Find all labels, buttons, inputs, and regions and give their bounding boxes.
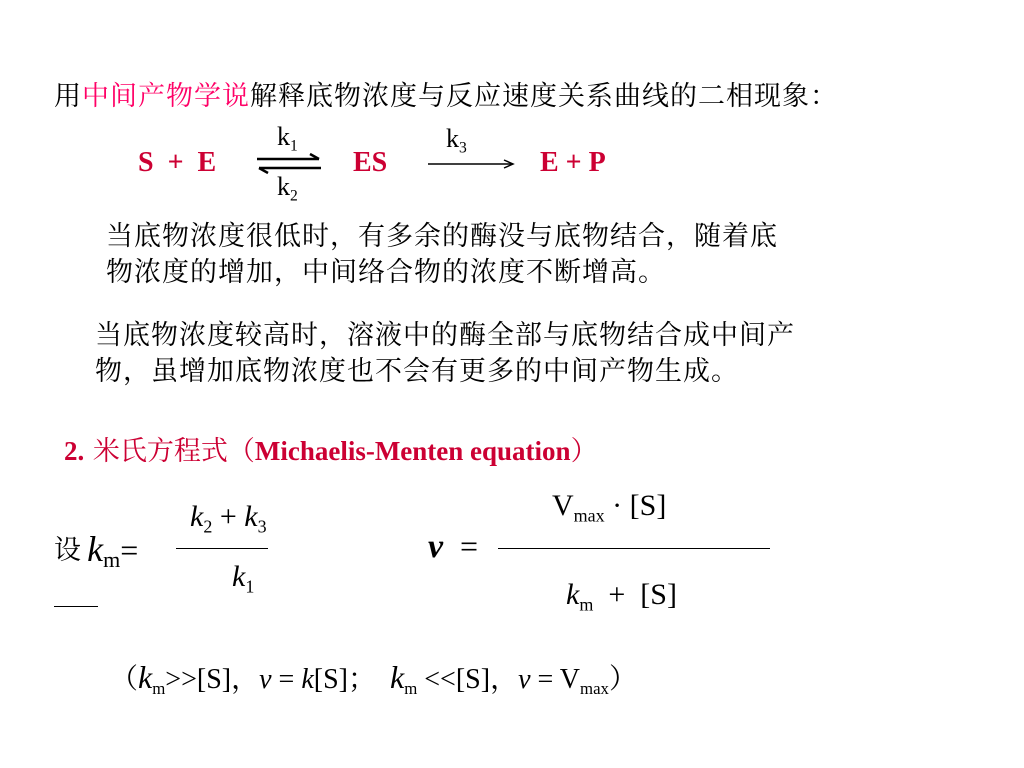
reaction-complex-ES: ES xyxy=(353,147,388,178)
section-title-cn: 米氏方程式（ xyxy=(92,436,255,467)
reaction-E: E xyxy=(197,147,217,178)
km-subscript: m xyxy=(103,547,121,572)
mm-denominator: $k_m + [S]$ xyxy=(566,578,677,615)
km-equals: = xyxy=(120,532,139,568)
mm-fraction-bar xyxy=(498,548,770,549)
mm-numerator: $V_{max} \cdot [S]$ xyxy=(552,489,667,526)
paragraph-low-line2: 物浓度的增加，中间络合物的浓度不断增高。 xyxy=(106,257,666,288)
limiting-conditions: （$k_m>>[S]$，v = k[S]； $k_m <<[S]$，$v = V_{max}$） xyxy=(110,659,637,698)
km-denominator: $k_1$ xyxy=(232,560,255,597)
section-title-en: Michaelis-Menten equation xyxy=(254,436,571,466)
intro-line xyxy=(54,74,838,113)
km-symbol: k xyxy=(87,529,104,569)
rate-constant-k3: $k_3$ xyxy=(446,124,467,157)
section-heading xyxy=(64,429,598,468)
mm-equals: = xyxy=(460,528,479,564)
km-fraction-bar xyxy=(176,548,268,549)
mm-v-symbol: v xyxy=(428,528,444,565)
section-number: 2. xyxy=(64,436,85,466)
km-underline-dash xyxy=(54,606,98,607)
reaction-products: E + P xyxy=(540,147,606,178)
reaction-substrate-enzyme xyxy=(138,147,216,179)
paragraph-low-line1: 当底物浓度很低时，有多余的酶没与底物结合，随着底 xyxy=(106,221,778,252)
section-close: ） xyxy=(570,436,598,467)
intro-highlight: 中间产物学说 xyxy=(82,81,250,112)
paragraph-low-substrate xyxy=(106,219,778,291)
rate-constant-k2: $k_2$ xyxy=(277,172,298,205)
rate-constant-k1: $k_1$ xyxy=(277,122,298,155)
reaction-S: S xyxy=(138,147,154,178)
km-definition xyxy=(54,528,138,570)
reaction-plus: + xyxy=(167,147,184,178)
forward-arrow xyxy=(428,158,516,172)
km-numerator: $k_2 + k_3$ xyxy=(190,500,267,537)
intro-suffix: 解释底物浓度与反应速度关系曲线的二相现象： xyxy=(250,81,838,112)
paragraph-high-line1: 当底物浓度较高时，溶液中的酶全部与底物结合成中间产 xyxy=(95,320,795,351)
km-set-label: 设 xyxy=(54,535,82,566)
intro-prefix: 用 xyxy=(54,81,82,112)
paragraph-high-substrate xyxy=(95,318,795,390)
paragraph-high-line2: 物，虽增加底物浓度也不会有更多的中间产物生成。 xyxy=(95,356,739,387)
mm-numerator-S: [S] xyxy=(629,489,667,522)
